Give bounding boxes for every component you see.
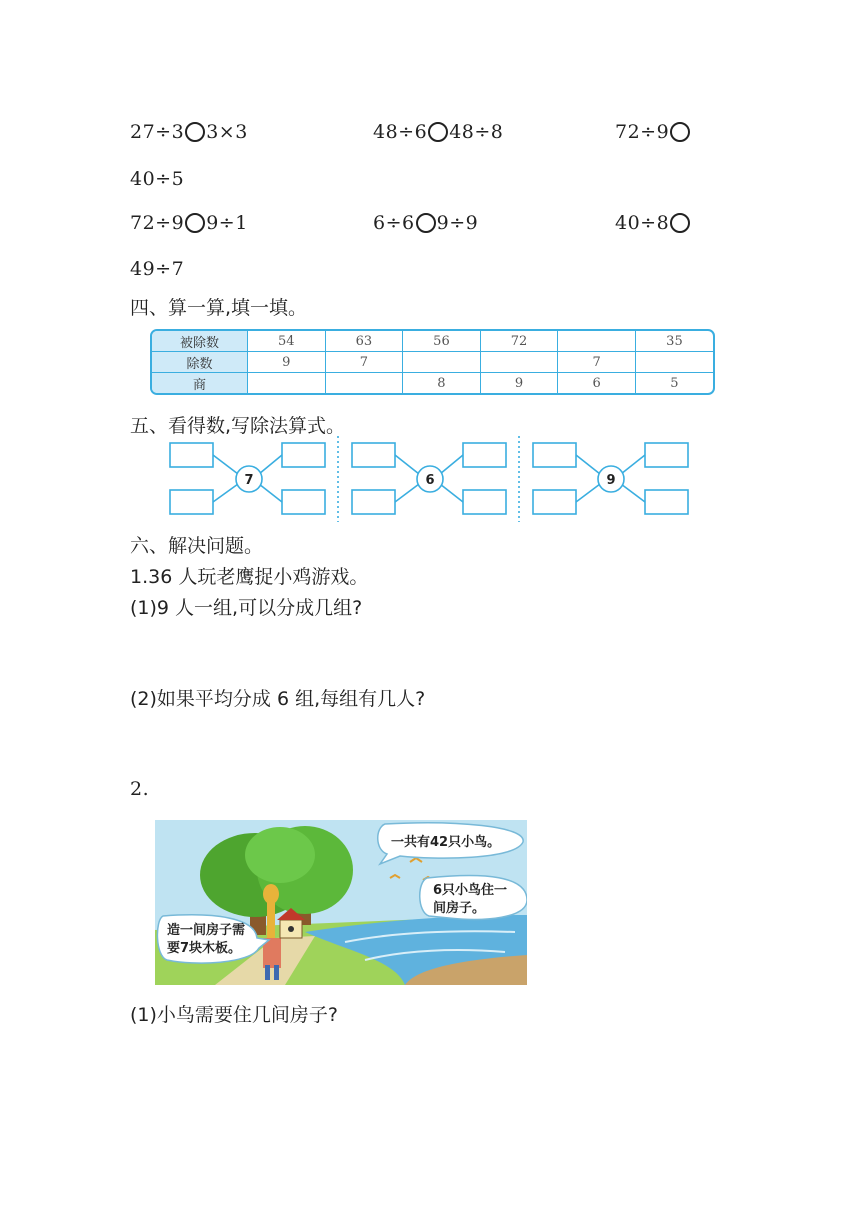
question1-part2: (2)如果平均分成 6 组,每组有几人? (130, 688, 426, 710)
table-cell: 7 (325, 352, 403, 373)
expr-left: 72÷9 (615, 121, 670, 143)
speech-bubble-2 (420, 876, 527, 920)
answer-box (645, 443, 688, 467)
section6-title: 六、解决问题。 (130, 535, 264, 557)
result-number: 7 (244, 473, 254, 488)
expr-left: 40÷8 (615, 212, 670, 234)
table-cell: 7 (558, 352, 636, 373)
question2-part1: (1)小鸟需要住几间房子? (130, 1004, 338, 1026)
answer-box (352, 443, 395, 467)
question2-number: 2. (130, 778, 150, 800)
comparison-6-wrap (130, 258, 184, 280)
expr-left: 6÷6 (373, 212, 415, 234)
table-cell: 6 (558, 373, 636, 394)
table-row-divisor (152, 352, 713, 373)
expr-right: 3×3 (206, 121, 248, 143)
answer-box (352, 490, 395, 514)
question1-title: 1.36 人玩老鹰捉小鸡游戏。 (130, 566, 369, 588)
comparison-6 (615, 212, 691, 234)
compare-circle-blank[interactable] (670, 122, 690, 142)
expr-left: 27÷3 (130, 121, 185, 143)
division-table (150, 329, 715, 395)
table-cell-blank[interactable] (403, 352, 481, 373)
table-cell: 63 (325, 331, 403, 352)
answer-box (170, 443, 213, 467)
table-cell: 9 (480, 373, 558, 394)
comparison-4 (130, 212, 248, 234)
answer-box (463, 490, 506, 514)
table-cell-blank[interactable] (480, 352, 558, 373)
expr-right: 9÷1 (206, 212, 248, 234)
comparison-3 (615, 121, 691, 143)
table-cell-blank[interactable] (558, 331, 636, 352)
table-row-dividend (152, 331, 713, 352)
answer-box (170, 490, 213, 514)
header-divisor: 除数 (152, 352, 248, 373)
bird-house-illustration (155, 820, 527, 985)
result-number: 9 (606, 473, 616, 488)
compare-circle-blank[interactable] (185, 213, 205, 233)
table-cell: 35 (635, 331, 713, 352)
bubble-1-text: 一共有42只小鸟。 (391, 835, 501, 850)
question1-part1: (1)9 人一组,可以分成几组? (130, 597, 363, 619)
bubble-2-line2: 间房子。 (433, 901, 486, 916)
table-cell: 72 (480, 331, 558, 352)
table-cell-blank[interactable] (248, 373, 326, 394)
result-number: 6 (425, 473, 435, 488)
table-cell: 54 (248, 331, 326, 352)
answer-box (282, 490, 325, 514)
bubble-2-line1: 6只小鸟住一 (433, 883, 508, 898)
section4-title: 四、算一算,填一填。 (130, 297, 308, 319)
comparison-3-wrap (130, 168, 184, 190)
compare-circle-blank[interactable] (428, 122, 448, 142)
answer-box (533, 490, 576, 514)
table-row-quotient (152, 373, 713, 394)
comparison-5 (373, 212, 478, 234)
expr-right: 49÷7 (130, 258, 185, 280)
compare-circle-blank[interactable] (416, 213, 436, 233)
division-diagrams (165, 432, 700, 524)
comparison-2 (373, 121, 503, 143)
expr-right: 40÷5 (130, 168, 185, 190)
table-cell: 56 (403, 331, 481, 352)
bubble-3-line1: 造一间房子需 (167, 923, 246, 938)
compare-circle-blank[interactable] (670, 213, 690, 233)
answer-box (463, 443, 506, 467)
table-cell: 8 (403, 373, 481, 394)
table-cell-blank[interactable] (325, 373, 403, 394)
table-cell: 5 (635, 373, 713, 394)
expr-right: 9÷9 (436, 212, 479, 234)
compare-circle-blank[interactable] (185, 122, 205, 142)
expr-left: 72÷9 (130, 212, 185, 234)
section5-title: 五、看得数,写除法算式。 (130, 415, 346, 437)
answer-box (645, 490, 688, 514)
header-quotient: 商 (152, 373, 248, 394)
header-dividend: 被除数 (152, 331, 248, 352)
answer-box (533, 443, 576, 467)
answer-box (282, 443, 325, 467)
table-cell: 9 (248, 352, 326, 373)
expr-right: 48÷8 (449, 121, 504, 143)
expr-left: 48÷6 (373, 121, 428, 143)
bubble-3-line2: 要7块木板。 (167, 941, 242, 956)
table-cell-blank[interactable] (635, 352, 713, 373)
comparison-1 (130, 121, 248, 143)
